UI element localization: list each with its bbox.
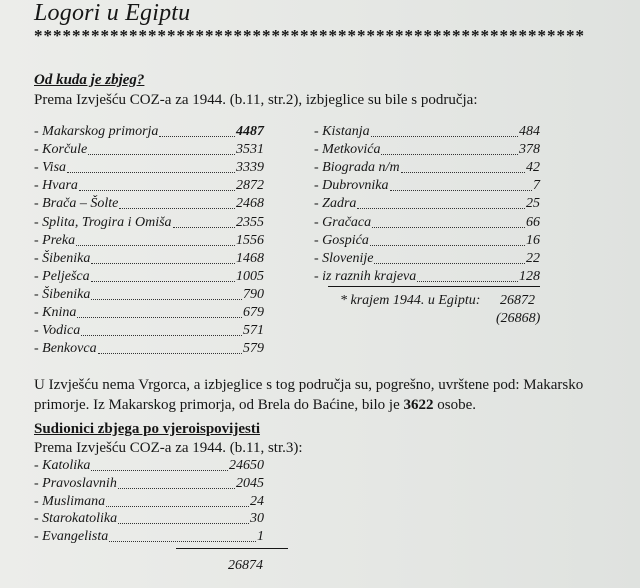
dot-leader <box>381 145 518 155</box>
list-item <box>314 196 540 212</box>
dot-leader <box>159 127 235 137</box>
list-item <box>314 178 540 194</box>
section-heading-origin: Od kuda je zbjeg? <box>34 72 145 88</box>
list-item-label: - Vodica <box>34 323 81 339</box>
grand-total: 26874 <box>228 558 263 573</box>
list-item <box>34 476 264 492</box>
list-item-label: - Kistanja <box>314 124 370 139</box>
list-item-label: - Metkovića <box>314 142 381 158</box>
dot-leader <box>119 199 235 209</box>
dot-leader <box>79 181 235 191</box>
list-item-label: - Benkovca <box>34 341 97 357</box>
list-item-value: 1005 <box>236 268 264 284</box>
list-item <box>34 124 264 140</box>
dot-leader <box>76 236 235 246</box>
note-bold-number: 3622 <box>403 397 434 413</box>
dot-leader <box>390 181 532 191</box>
dot-leader <box>371 127 518 137</box>
list-item <box>34 269 264 285</box>
dot-leader <box>77 308 242 318</box>
list-item-value: 1 <box>257 529 264 545</box>
list-item <box>34 178 264 194</box>
list-item <box>34 458 264 474</box>
page-title: Logori u Egiptu <box>34 0 191 26</box>
dot-leader <box>91 254 235 264</box>
list-item <box>34 160 264 176</box>
list-item-label: - Starokatolika <box>34 511 118 527</box>
list-item-value: 679 <box>243 305 264 320</box>
list-item <box>314 269 540 285</box>
dot-leader <box>417 272 518 282</box>
list-item-value: 25 <box>526 196 540 212</box>
list-item-value: 579 <box>243 341 264 357</box>
list-item-label: - Hvara <box>34 178 78 194</box>
list-item-value: 22 <box>526 250 540 266</box>
list-item <box>34 251 264 267</box>
list-item-value: 2468 <box>236 196 264 212</box>
list-item-label: - Korčule <box>34 142 88 158</box>
list-item <box>314 251 540 267</box>
list-item-value: 42 <box>526 160 540 176</box>
list-item <box>314 215 540 231</box>
list-item-value: 790 <box>243 286 264 302</box>
dot-leader <box>91 290 242 300</box>
dot-leader <box>91 461 228 471</box>
dot-leader <box>370 236 525 246</box>
note-paragraph <box>34 375 614 415</box>
list-item-label: - iz raznih krajeva <box>314 268 417 284</box>
note-text-b: osobe. <box>433 397 476 413</box>
list-item-value: 4487 <box>236 124 264 139</box>
list-item-value: 24 <box>250 493 264 509</box>
list-item-value: 30 <box>250 511 264 527</box>
list-item-label: - Pelješca <box>34 268 90 284</box>
dot-leader <box>81 326 242 336</box>
list-item <box>34 529 264 545</box>
dot-leader <box>372 218 525 228</box>
dot-leader <box>173 218 235 228</box>
list-item <box>34 341 264 357</box>
list-item <box>34 142 264 158</box>
section-intro-origin: Prema Izvješću COZ-a za 1944. (b.11, str.2), izbjeglice su bile s područja: <box>34 92 478 108</box>
list-item-label: - Knina <box>34 305 77 320</box>
list-item <box>34 511 264 527</box>
list-item <box>34 233 264 249</box>
list-item-value: 128 <box>519 268 540 284</box>
list-item <box>314 160 540 176</box>
list-item <box>34 196 264 212</box>
list-item <box>34 215 264 231</box>
list-item-label: - Preka <box>34 232 76 248</box>
list-item-value: 571 <box>243 323 264 339</box>
list-item <box>34 494 264 510</box>
list-item-value: 66 <box>526 214 540 230</box>
list-item-label: - Dubrovnika <box>314 178 389 194</box>
list-item-label: - Biograda n/m <box>314 160 400 176</box>
dot-leader <box>401 163 525 173</box>
list-item-label: - Brača – Šolte <box>34 196 119 212</box>
list-item-value: 3339 <box>236 160 264 176</box>
list-item-value: 1556 <box>236 232 264 248</box>
list-item <box>314 233 540 249</box>
list-item-value: 1468 <box>236 250 264 266</box>
list-item <box>34 305 264 321</box>
dot-leader <box>91 272 235 282</box>
list-item-label: - Šibenika <box>34 250 91 266</box>
dot-leader <box>109 532 256 542</box>
dot-leader <box>98 344 242 354</box>
list-item-label: - Zadra <box>314 196 357 212</box>
list-item-label: - Splita, Trogira i Omiša <box>34 214 172 230</box>
dot-leader <box>374 254 525 264</box>
list-item-label: - Visa <box>34 160 67 176</box>
list-item <box>34 323 264 339</box>
dot-leader <box>357 199 525 209</box>
list-item-value: 3531 <box>236 142 264 158</box>
list-item <box>314 142 540 158</box>
list-item-label: - Evangelista <box>34 529 109 545</box>
section-intro-religion: Prema Izvješću COZ-a za 1944. (b.11, str.3): <box>34 440 303 456</box>
list-item-value: 2045 <box>236 475 264 491</box>
list-item-value: 484 <box>519 124 540 139</box>
list-item <box>34 287 264 303</box>
list-item-label: - Gračaca <box>314 214 372 230</box>
dot-leader <box>118 514 249 524</box>
list-item-label: - Šibenika <box>34 286 91 302</box>
dot-leader <box>106 497 249 507</box>
star-divider: ********************************************************** <box>34 26 585 45</box>
list-item-label: - Makarskog primorja <box>34 124 159 139</box>
list-item-value: 2872 <box>236 178 264 194</box>
list-item-label: - Slovenije <box>314 250 374 266</box>
dot-leader <box>118 479 235 489</box>
list-item-value: 16 <box>526 232 540 248</box>
total-alt-value: (26868) <box>496 311 541 326</box>
list-item-label: - Katolika <box>34 458 91 473</box>
dot-leader <box>88 145 235 155</box>
grand-total-rule <box>176 548 288 549</box>
list-item <box>314 124 540 140</box>
list-item-label: - Gospića <box>314 232 369 248</box>
total-rule <box>328 286 540 287</box>
list-item-value: 2355 <box>236 214 264 230</box>
dot-leader <box>67 163 235 173</box>
list-item-label: - Pravoslavnih <box>34 475 117 491</box>
total-value: 26872 <box>500 293 535 308</box>
section-heading-religion: Sudionici zbjega po vjeroispovijesti <box>34 421 260 437</box>
total-label: * krajem 1944. u Egiptu: <box>340 293 481 308</box>
list-item-value: 378 <box>519 142 540 158</box>
note-text-a: U Izvješću nema Vrgorca, a izbjeglice s tog područja su, pogrešno, uvrštene pod: Makarsko primorje. Iz Makarskog primorja, od Brela do Baćine, bilo je <box>34 377 584 413</box>
list-item-value: 24650 <box>229 458 264 473</box>
list-item-value: 7 <box>533 178 540 194</box>
list-item-label: - Muslimana <box>34 493 106 509</box>
